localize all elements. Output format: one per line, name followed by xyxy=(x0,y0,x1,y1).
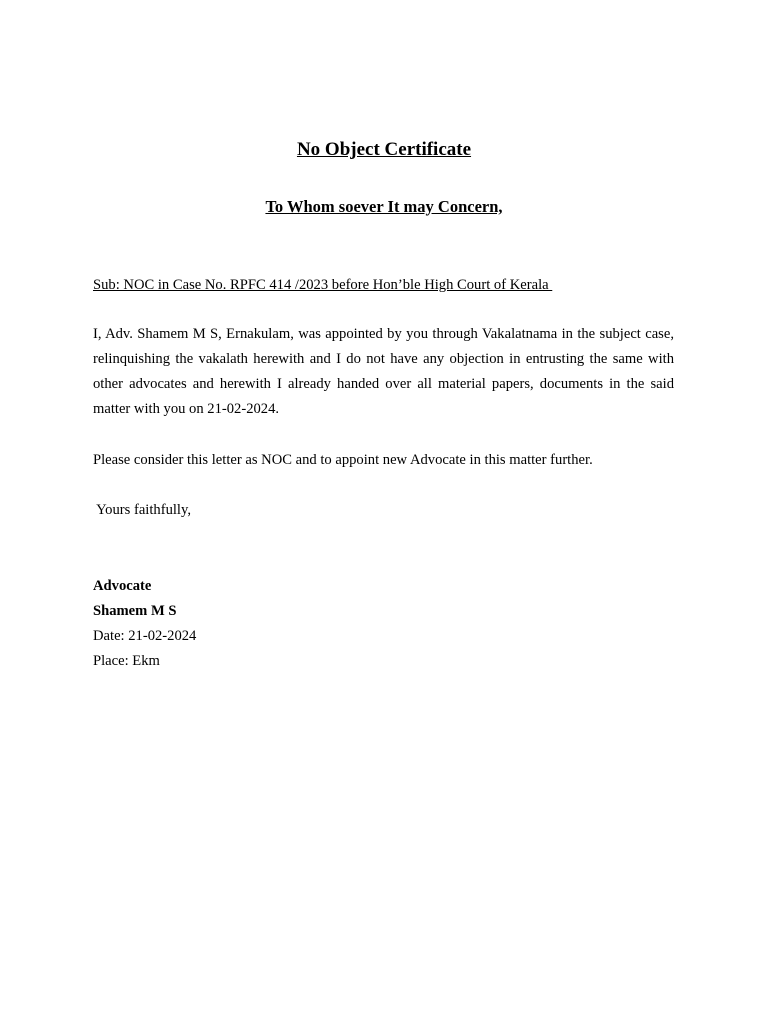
body-paragraph: I, Adv. Shamem M S, Ernakulam, was appointed by you through Vakalatnama in the subject case, relinquishing the vakalath herewith and I do not have any objection in entrusting the same with other advocates and herewith I already handed over all material papers, documents in the said matter with you on 21-02-2024. xyxy=(93,326,674,417)
signature-name: Shamem M S xyxy=(93,603,177,619)
document-title: No Object Certificate xyxy=(296,139,472,160)
salutation: To Whom soever It may Concern, xyxy=(265,197,503,216)
closing-line: Yours faithfully, xyxy=(93,502,191,518)
subject-line: Sub: NOC in Case No. RPFC 414 /2023 before Hon’ble High Court of Kerala xyxy=(93,277,553,293)
signature-place: Place: Ekm xyxy=(93,653,160,669)
request-paragraph: Please consider this letter as NOC and to appoint new Advocate in this matter further. xyxy=(93,452,593,468)
signature-role: Advocate xyxy=(93,578,152,594)
signature-date: Date: 21-02-2024 xyxy=(93,628,197,644)
